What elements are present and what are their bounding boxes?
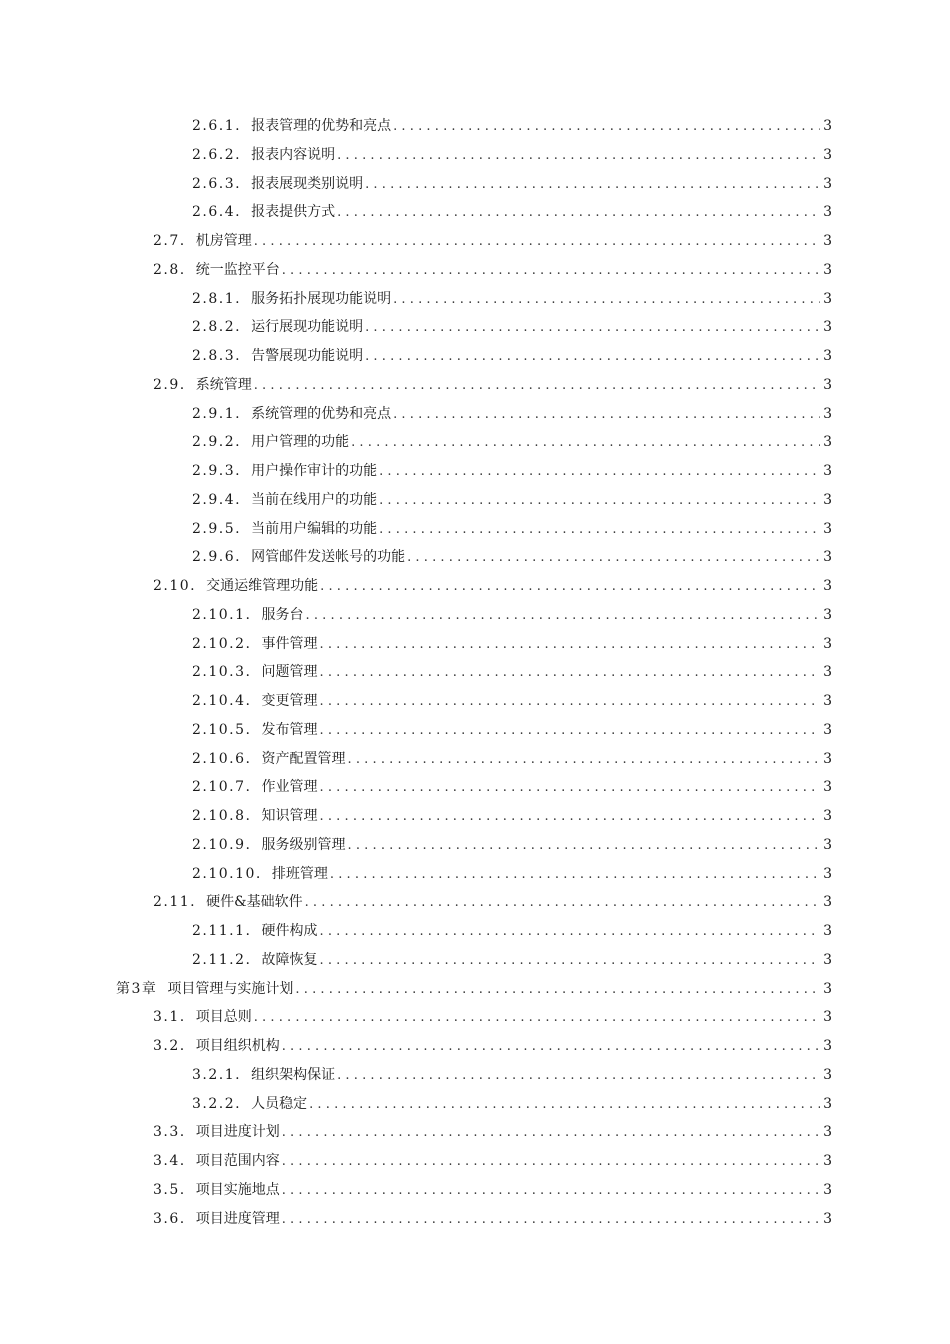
toc-entry-number: 2.8. — [153, 261, 186, 278]
toc-entry[interactable] — [0, 946, 832, 975]
toc-page-number: 3 — [823, 204, 832, 221]
toc-entry-number: 2.9.3. — [192, 463, 242, 479]
toc-dot-leader — [319, 659, 820, 688]
toc-entry-title: 硬件构成 — [261, 923, 318, 939]
toc-entry[interactable] — [0, 285, 832, 314]
toc-entry-number: 3.1. — [153, 1009, 186, 1026]
toc-page-number: 3 — [823, 635, 832, 652]
toc-dot-leader — [282, 1206, 820, 1235]
toc-entry[interactable] — [0, 601, 832, 630]
toc-entry-number: 2.10.9. — [192, 836, 252, 853]
toc-dot-leader — [254, 372, 820, 401]
toc-entry[interactable] — [0, 687, 832, 716]
toc-page-number: 3 — [823, 836, 832, 853]
toc-dot-leader — [319, 631, 820, 660]
toc-page-number: 3 — [823, 405, 832, 422]
toc-page-number: 3 — [823, 664, 832, 681]
toc-entry[interactable] — [0, 486, 832, 515]
toc-entry-number: 2.10.2. — [192, 635, 252, 652]
toc-dot-leader — [337, 199, 820, 228]
toc-dot-leader — [393, 286, 820, 315]
toc-entry-number: 2.9. — [153, 376, 186, 393]
toc-entry-title: 硬件&基础软件 — [206, 894, 303, 911]
toc-entry-number: 2.11. — [153, 894, 197, 911]
table-of-contents — [0, 112, 950, 1233]
toc-entry[interactable] — [0, 572, 832, 601]
toc-entry-title: 组织架构保证 — [251, 1066, 336, 1083]
toc-dot-leader — [254, 1004, 820, 1033]
toc-entry-number: 2.10. — [153, 578, 197, 594]
toc-entry-title: 项目组织机构 — [195, 1038, 280, 1054]
toc-dot-leader — [282, 1119, 820, 1148]
toc-entry[interactable] — [0, 543, 832, 572]
toc-dot-leader — [282, 1177, 820, 1206]
toc-entry-number: 2.6.4. — [192, 204, 242, 221]
toc-page-number: 3 — [823, 261, 832, 278]
toc-entry-number: 2.9.4. — [192, 491, 242, 508]
toc-entry-number: 3.2.1. — [192, 1066, 242, 1083]
toc-entry[interactable] — [0, 658, 832, 687]
toc-entry[interactable] — [0, 1090, 832, 1119]
toc-dot-leader — [282, 257, 820, 286]
toc-entry-title: 排班管理 — [271, 865, 328, 882]
toc-entry-number: 第3章 — [116, 980, 158, 997]
toc-entry[interactable] — [0, 1061, 832, 1090]
toc-entry-title: 项目范围内容 — [195, 1153, 280, 1169]
toc-entry[interactable] — [0, 802, 832, 831]
toc-dot-leader — [319, 774, 820, 803]
toc-entry[interactable] — [0, 457, 832, 486]
toc-entry[interactable] — [0, 256, 832, 285]
toc-entry-number: 2.10.6. — [192, 750, 252, 767]
toc-entry-number: 2.10.5. — [192, 721, 252, 738]
toc-entry-number: 2.6.2. — [192, 146, 242, 163]
toc-page-number: 3 — [823, 865, 832, 882]
toc-entry[interactable] — [0, 1032, 832, 1061]
toc-entry-number: 3.5. — [153, 1181, 186, 1198]
toc-dot-leader — [337, 142, 820, 171]
toc-entry[interactable] — [0, 1003, 832, 1032]
toc-entry-number: 2.9.6. — [192, 549, 242, 566]
toc-entry-number: 2.9.5. — [192, 520, 242, 537]
toc-entry-title: 系统管理 — [195, 376, 252, 393]
toc-entry-title: 作业管理 — [261, 779, 318, 796]
toc-dot-leader — [393, 401, 820, 430]
toc-dot-leader — [305, 602, 820, 631]
toc-dot-leader — [365, 343, 820, 372]
toc-page-number: 3 — [823, 578, 832, 594]
toc-entry-number: 3.3. — [153, 1124, 186, 1141]
toc-entry-number: 2.7. — [153, 233, 186, 249]
toc-dot-leader — [347, 832, 820, 861]
toc-page-number: 3 — [823, 721, 832, 738]
toc-dot-leader — [365, 171, 820, 200]
toc-page-number: 3 — [823, 1009, 832, 1026]
toc-dot-leader — [282, 1033, 820, 1062]
toc-entry-title: 项目总则 — [195, 1009, 252, 1026]
toc-page-number: 3 — [823, 808, 832, 824]
toc-page-number: 3 — [823, 1181, 832, 1198]
toc-dot-leader — [309, 1091, 820, 1120]
toc-entry-number: 2.10.3. — [192, 664, 252, 681]
toc-dot-leader — [351, 429, 820, 458]
toc-entry[interactable] — [0, 313, 832, 342]
toc-entry-title: 资产配置管理 — [261, 750, 346, 767]
toc-entry-number: 2.10.7. — [192, 779, 252, 796]
toc-dot-leader — [319, 918, 820, 947]
toc-entry[interactable] — [0, 227, 832, 256]
toc-page-number: 3 — [823, 175, 832, 192]
toc-entry-number: 2.6.3. — [192, 175, 242, 192]
toc-page-number: 3 — [823, 779, 832, 796]
toc-page-number: 3 — [823, 491, 832, 508]
toc-entry-number: 2.8.2. — [192, 319, 242, 336]
toc-page-number: 3 — [823, 1095, 832, 1112]
toc-entry-title: 项目实施地点 — [195, 1181, 280, 1198]
toc-page-number: 3 — [823, 1038, 832, 1054]
toc-dot-leader — [319, 947, 820, 976]
toc-entry[interactable] — [0, 141, 832, 170]
toc-dot-leader — [337, 1062, 820, 1091]
toc-entry-title: 人员稳定 — [251, 1095, 308, 1112]
toc-entry-number: 2.6.1. — [192, 118, 242, 134]
toc-entry-title: 报表展现类别说明 — [251, 175, 364, 192]
toc-entry-number: 3.2. — [153, 1038, 186, 1054]
toc-page-number: 3 — [823, 319, 832, 336]
toc-entry-title: 知识管理 — [261, 808, 318, 824]
toc-entry[interactable] — [0, 888, 832, 917]
toc-page-number: 3 — [823, 951, 832, 968]
toc-entry-title: 用户管理的功能 — [251, 434, 350, 451]
toc-dot-leader — [295, 976, 820, 1005]
toc-page-number: 3 — [823, 1210, 832, 1227]
toc-entry[interactable] — [0, 745, 832, 774]
toc-dot-leader — [319, 688, 820, 717]
toc-entry-number: 2.11.2. — [192, 951, 252, 968]
toc-entry[interactable] — [0, 428, 832, 457]
toc-entry-title: 项目进度计划 — [195, 1124, 280, 1141]
toc-entry-title: 服务拓扑展现功能说明 — [251, 290, 392, 307]
toc-dot-leader — [282, 1148, 820, 1177]
toc-entry[interactable] — [0, 716, 832, 745]
toc-entry[interactable] — [0, 630, 832, 659]
toc-entry-number: 2.11.1. — [192, 923, 252, 939]
toc-page-number: 3 — [823, 146, 832, 163]
toc-entry-number: 2.10.10. — [192, 865, 262, 882]
toc-entry-title: 报表管理的优势和亮点 — [251, 118, 392, 134]
toc-page-number: 3 — [823, 606, 832, 623]
toc-entry-title: 服务级别管理 — [261, 836, 346, 853]
toc-entry-number: 2.10.4. — [192, 693, 252, 709]
toc-entry[interactable] — [0, 1118, 832, 1147]
toc-entry-title: 当前用户编辑的功能 — [251, 520, 378, 537]
toc-entry-title: 报表内容说明 — [251, 146, 336, 163]
toc-entry-title: 故障恢复 — [261, 951, 318, 968]
toc-entry-title: 运行展现功能说明 — [251, 319, 364, 336]
toc-entry-number: 2.10.8. — [192, 808, 252, 824]
toc-entry-title: 用户操作审计的功能 — [251, 463, 378, 479]
toc-dot-leader — [330, 861, 820, 890]
toc-entry[interactable] — [0, 170, 832, 199]
toc-page-number: 3 — [823, 549, 832, 566]
toc-entry[interactable] — [0, 917, 832, 946]
toc-page-number: 3 — [823, 980, 832, 997]
toc-entry-number: 3.6. — [153, 1210, 186, 1227]
toc-page-number: 3 — [823, 348, 832, 364]
toc-entry[interactable] — [0, 371, 832, 400]
toc-entry[interactable] — [0, 773, 832, 802]
toc-page-number: 3 — [823, 1066, 832, 1083]
toc-entry-number: 2.10.1. — [192, 606, 252, 623]
toc-dot-leader — [319, 803, 820, 832]
toc-page-number: 3 — [823, 118, 832, 134]
toc-entry[interactable] — [0, 1147, 832, 1176]
toc-dot-leader — [254, 228, 820, 257]
toc-dot-leader — [379, 516, 820, 545]
toc-page-number: 3 — [823, 290, 832, 307]
toc-entry-title: 项目进度管理 — [195, 1210, 280, 1227]
toc-entry-number: 3.4. — [153, 1153, 186, 1169]
toc-page-number: 3 — [823, 233, 832, 249]
toc-entry[interactable] — [0, 515, 832, 544]
toc-dot-leader — [393, 113, 820, 142]
toc-page-number: 3 — [823, 434, 832, 451]
toc-entry[interactable] — [0, 342, 832, 371]
toc-dot-leader — [407, 544, 820, 573]
toc-page-number: 3 — [823, 1124, 832, 1141]
toc-entry-title: 系统管理的优势和亮点 — [251, 405, 392, 422]
toc-entry-title: 报表提供方式 — [251, 204, 336, 221]
toc-entry[interactable] — [0, 400, 832, 429]
toc-entry-number: 3.2.2. — [192, 1095, 242, 1112]
toc-entry[interactable] — [0, 112, 832, 141]
toc-entry[interactable] — [0, 198, 832, 227]
toc-dot-leader — [365, 314, 820, 343]
toc-page-number: 3 — [823, 376, 832, 393]
toc-entry-number: 2.9.2. — [192, 434, 242, 451]
toc-page-number: 3 — [823, 894, 832, 911]
toc-entry-title: 机房管理 — [195, 233, 252, 249]
toc-page-number: 3 — [823, 750, 832, 767]
toc-entry-title: 发布管理 — [261, 721, 318, 738]
toc-page-number: 3 — [823, 693, 832, 709]
toc-entry-number: 2.8.3. — [192, 348, 242, 364]
toc-page-number: 3 — [823, 1153, 832, 1169]
toc-entry-title: 统一监控平台 — [195, 261, 280, 278]
toc-entry-title: 网管邮件发送帐号的功能 — [251, 549, 406, 566]
toc-dot-leader — [319, 717, 820, 746]
toc-page-number: 3 — [823, 463, 832, 479]
toc-entry-number: 2.9.1. — [192, 405, 242, 422]
toc-entry[interactable] — [0, 1205, 832, 1234]
toc-dot-leader — [320, 573, 820, 602]
toc-dot-leader — [347, 746, 820, 775]
toc-entry-title: 当前在线用户的功能 — [251, 491, 378, 508]
toc-entry-title: 项目管理与实施计划 — [167, 980, 294, 997]
toc-entry-title: 问题管理 — [261, 664, 318, 681]
toc-dot-leader — [379, 487, 820, 516]
toc-entry[interactable] — [0, 831, 832, 860]
toc-entry-number: 2.8.1. — [192, 290, 242, 307]
toc-dot-leader — [379, 458, 820, 487]
toc-entry[interactable] — [0, 1176, 832, 1205]
toc-entry-title: 交通运维管理功能 — [206, 578, 319, 594]
toc-entry-title: 事件管理 — [261, 635, 318, 652]
toc-entry-title: 服务台 — [261, 606, 304, 623]
toc-page-number: 3 — [823, 923, 832, 939]
toc-entry[interactable] — [0, 975, 832, 1004]
toc-page-number: 3 — [823, 520, 832, 537]
toc-entry[interactable] — [0, 860, 832, 889]
toc-dot-leader — [305, 889, 820, 918]
toc-entry-title: 告警展现功能说明 — [251, 348, 364, 364]
toc-entry-title: 变更管理 — [261, 693, 318, 709]
